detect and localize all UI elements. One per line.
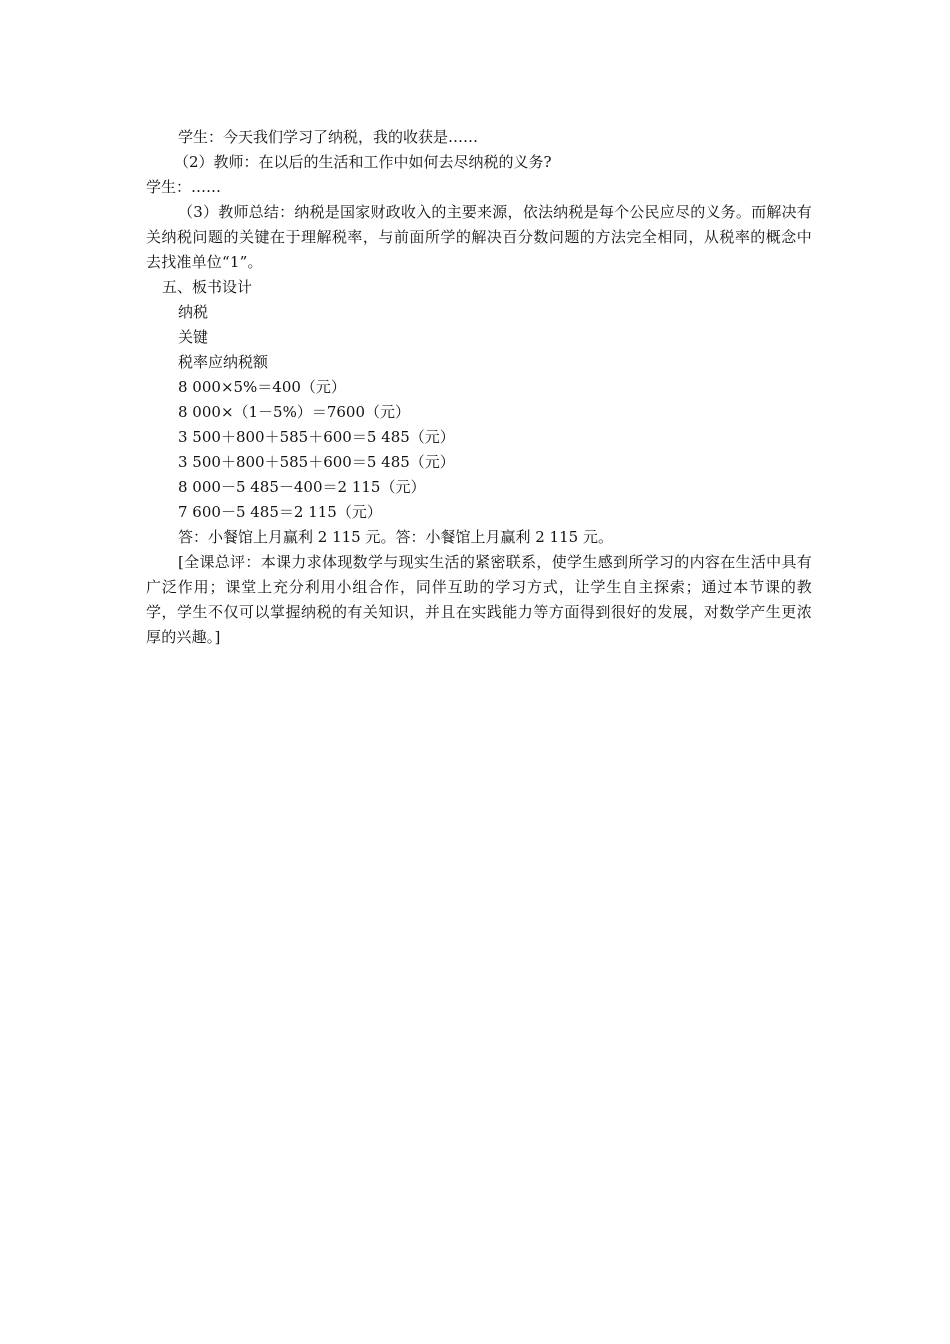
board-line: 税率应纳税额: [178, 353, 269, 371]
board-equation: 3 500＋800＋585＋600＝5 485（元）: [178, 453, 455, 471]
teacher-summary-paragraph: （3）教师总结：纳税是国家财政收入的主要来源，依法纳税是每个公民应尽的义务。而解决有关纳税问题的关键在于理解税率，与前面所学的解决百分数问题的方法完全相同，从税率的概念中去找准单位“1”。: [146, 203, 812, 271]
board-line: 关键: [178, 328, 209, 346]
board-equation: 8 000×5%＝400（元）: [178, 378, 346, 396]
section-heading: 五、板书设计: [162, 278, 253, 296]
student-answer-line: 学生：……: [146, 178, 222, 196]
lesson-review-paragraph: [全课总评：本课力求体现数学与现实生活的紧密联系，使学生感到所学习的内容在生活中具有广泛作用；课堂上充分利用小组合作，同伴互助的学习方式，让学生自主探索；通过本节课的教学，学生不仅可以掌握纳税的有关知识，并且在实践能力等方面得到很好的发展，对数学产生更浓厚的兴趣。]: [146, 553, 812, 646]
board-answer-line: 答：小餐馆上月赢利 2 115 元。答：小餐馆上月赢利 2 115 元。: [178, 528, 613, 546]
document-body: [146, 125, 812, 650]
board-equation: 3 500＋800＋585＋600＝5 485（元）: [178, 428, 455, 446]
board-equation: 8 000×（1－5%）＝7600（元）: [178, 403, 411, 421]
board-line: 纳税: [178, 303, 209, 321]
teacher-question-line: （2）教师：在以后的生活和工作中如何去尽纳税的义务?: [174, 153, 552, 171]
board-equation: 7 600－5 485＝2 115（元）: [178, 503, 382, 521]
student-reflection-line: 学生：今天我们学习了纳税，我的收获是……: [178, 128, 479, 146]
board-equation: 8 000－5 485－400＝2 115（元）: [178, 478, 426, 496]
